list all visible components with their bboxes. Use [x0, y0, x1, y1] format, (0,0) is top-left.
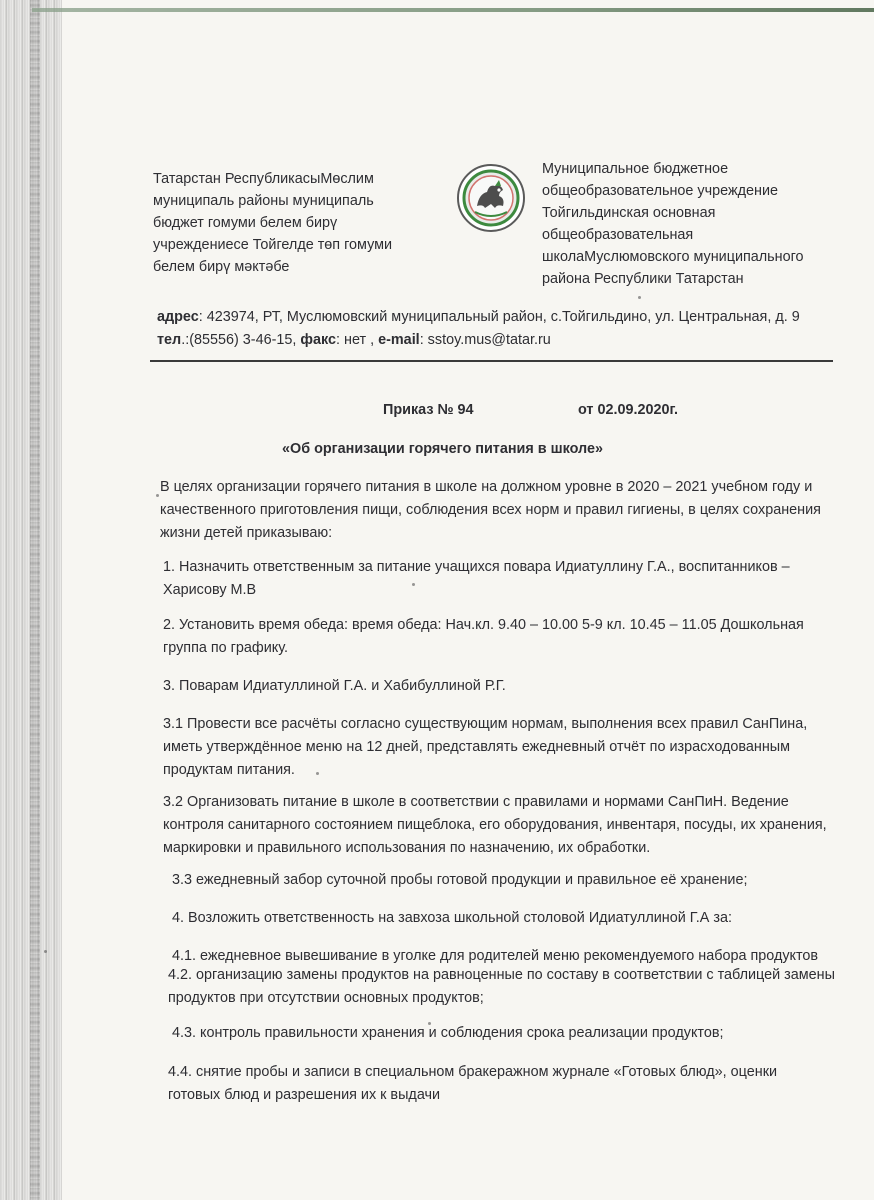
item-4-2: 4.2. организацию замены продуктов на равноценные по составу в соответствии с таблицей замены продуктов при отсутствии основных продуктов;: [168, 967, 835, 1006]
tatarstan-emblem-icon: [455, 162, 527, 234]
scan-top-edge: [32, 8, 874, 12]
address-label: адрес: [157, 309, 199, 325]
address-value: : 423974, РТ, Муслюмовский муниципальный район, с.Тойгильдино, ул. Центральная, д. 9: [198, 309, 800, 325]
header-right-line: Тойгильдинская основная: [542, 205, 716, 221]
header-right-line: общеобразовательное учреждение: [542, 183, 778, 199]
header-right-line: школаМуслюмовского муниципального: [542, 249, 804, 265]
header-right-line: Муниципальное бюджетное: [542, 161, 729, 177]
header-russian-block: [542, 158, 852, 290]
header-divider: [150, 360, 833, 362]
item-2: 2. Установить время обеда: время обеда: Нач.кл. 9.40 – 10.00 5-9 кл. 10.45 – 11.05 Дошкольная группа по графику.: [163, 617, 804, 656]
email-value: : sstoy.mus@tatar.ru: [419, 332, 551, 348]
item-4: 4. Возложить ответственность на завхоза школьной столовой Идиатуллиной Г.А за:: [172, 910, 732, 926]
phone-value: .:(85556) 3-46-15,: [181, 332, 301, 348]
scan-speck: [412, 583, 415, 586]
item-3-3: 3.3 ежедневный забор суточной пробы готовой продукции и правильное её хранение;: [172, 872, 748, 888]
item-3-1: 3.1 Провести все расчёты согласно существующим нормам, выполнения всех правил СанПина, иметь утверждённое меню на 12 дней, представлять ежедневный отчёт по израсходованным продуктам питания.: [163, 716, 808, 778]
order-number: Приказ № 94: [383, 402, 474, 418]
header-left-line: муниципаль районы муниципаль: [153, 193, 374, 209]
phone-label: тел: [157, 332, 182, 348]
contact-info: [157, 306, 847, 352]
fax-value: : нет ,: [336, 332, 379, 348]
item-4-3: 4.3. контроль правильности хранения и соблюдения срока реализации продуктов;: [172, 1025, 724, 1041]
scan-speck: [44, 950, 47, 953]
scan-speck: [156, 494, 159, 497]
header-left-line: бюджет гомуми белем бирү: [153, 215, 338, 231]
item-4-4: 4.4. снятие пробы и записи в специальном бракеражном журнале «Готовых блюд», оценки готовых блюд и разрешения их к выдачи: [168, 1064, 778, 1103]
scan-speck: [316, 772, 319, 775]
phone-fax-email-line: [157, 329, 847, 352]
item-1: 1. Назначить ответственным за питание учащихся повара Идиатуллину Г.А., воспитанников – Харисову М.В: [163, 559, 790, 598]
header-right-line: общеобразовательная: [542, 227, 694, 243]
scan-speck: [638, 296, 641, 299]
item-4-1: 4.1. ежедневное вывешивание в уголке для родителей меню рекомендуемого набора продуктов: [172, 948, 819, 964]
order-title: «Об организации горячего питания в школе»: [282, 441, 604, 457]
header-left-line: белем бирү мәктәбе: [153, 259, 290, 275]
fax-label: факс: [300, 332, 337, 348]
header-left-line: Татарстан РеспубликасыМөслим: [153, 171, 374, 187]
header-left-line: учреждениесе Тойгелде төп гомуми: [153, 237, 393, 253]
address-line: [157, 306, 847, 329]
item-3: 3. Поварам Идиатуллиной Г.А. и Хабибуллиной Р.Г.: [163, 678, 506, 694]
scan-shadow-stripe: [30, 0, 40, 1200]
header-right-line: района Республики Татарстан: [542, 271, 744, 287]
email-label: e-mail: [378, 332, 420, 348]
order-date: от 02.09.2020г.: [578, 402, 679, 418]
intro-paragraph: В целях организации горячего питания в школе на должном уровне в 2020 – 2021 учебном году и качественного приготовления пищи, соблюдения всех норм и правил гигиены, в целях сохранения жизни детей приказываю:: [160, 479, 821, 541]
scan-speck: [428, 1022, 431, 1025]
item-3-2: 3.2 Организовать питание в школе в соответствии с правилами и нормами СанПиН. Ведение контроля санитарного состоянием пищеблока, его оборудования, инвентаря, посуды, их хранения, маркировки и правильного использования по назначению, их обработки.: [163, 794, 827, 856]
header-tatar-block: [153, 168, 453, 278]
